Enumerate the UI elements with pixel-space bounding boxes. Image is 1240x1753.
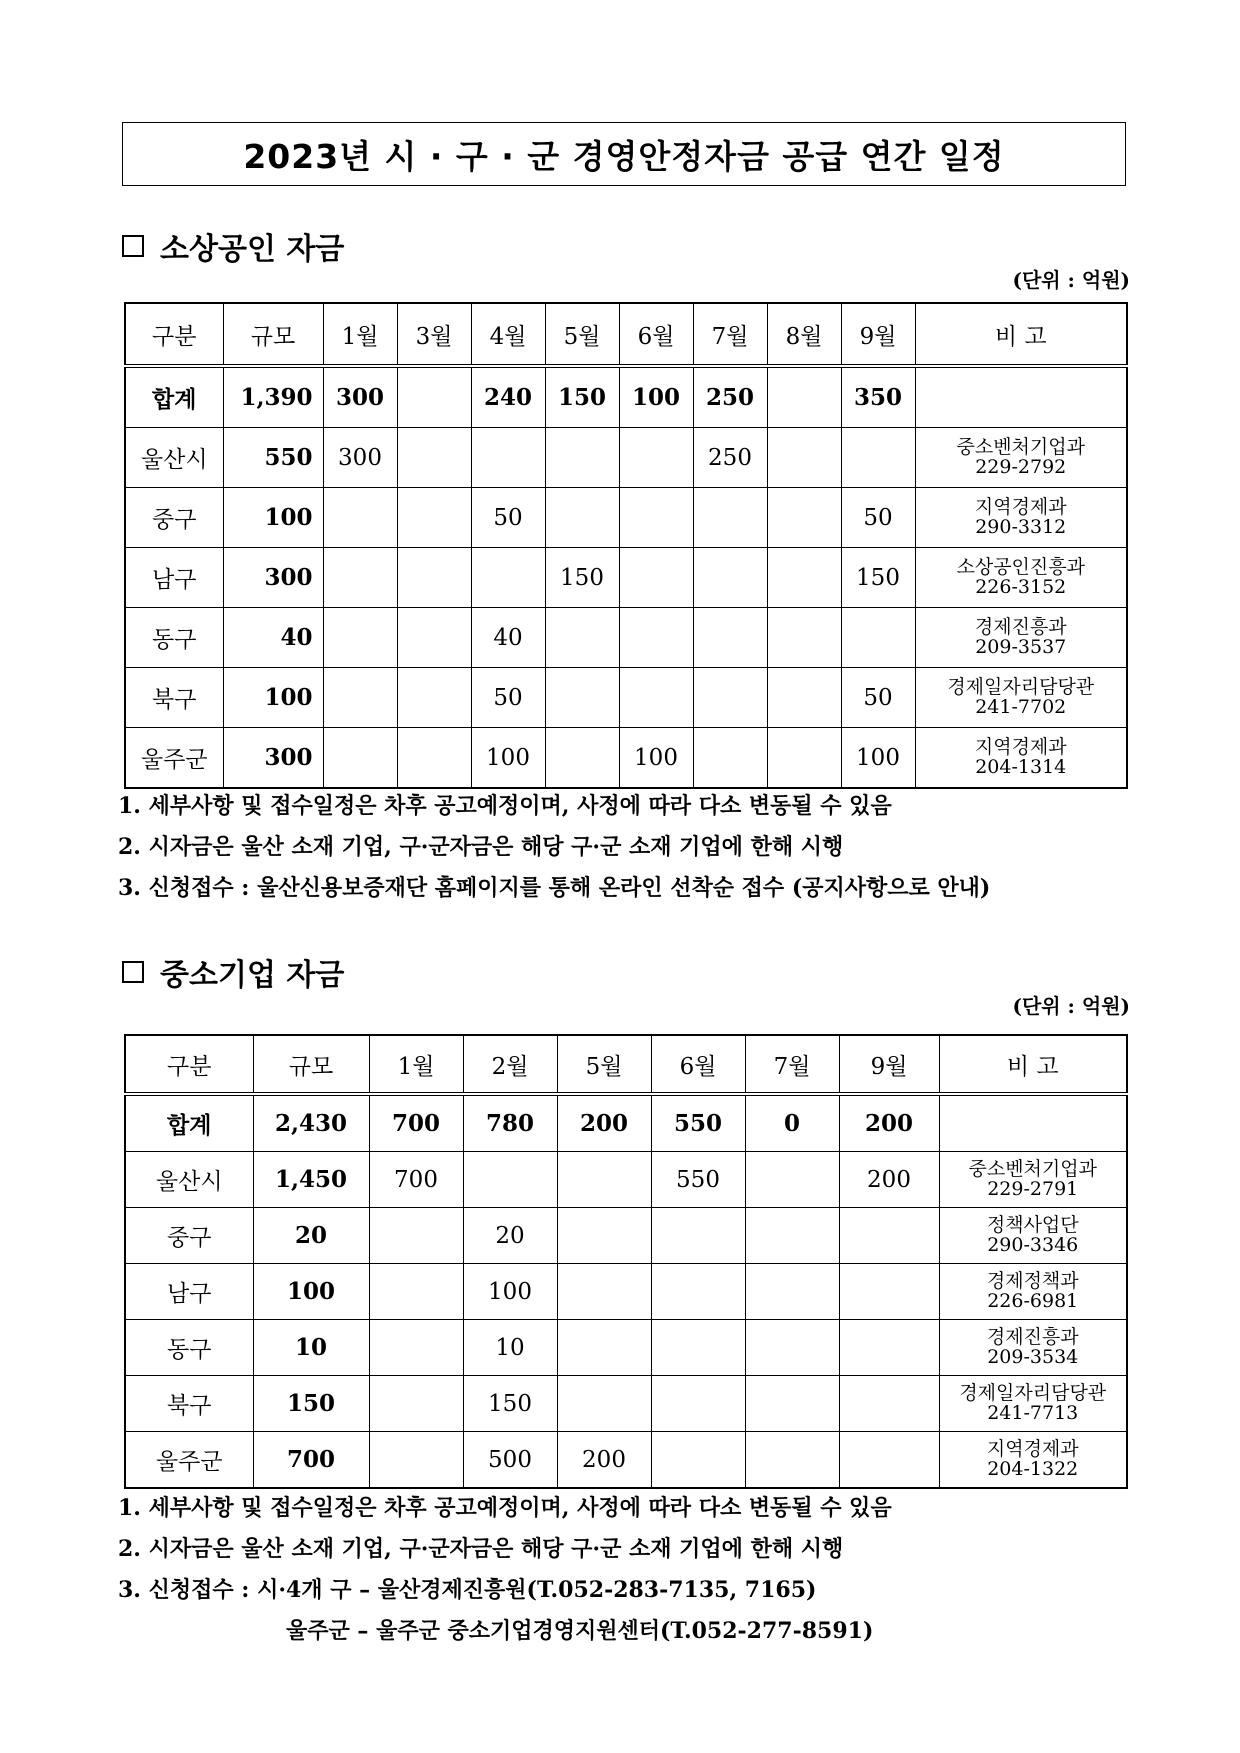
- row-label: 북구: [125, 668, 223, 728]
- table-row: [125, 488, 1127, 548]
- table-cell: 1,390: [223, 366, 323, 428]
- column-header: 5월: [557, 1035, 651, 1094]
- table-cell: [397, 728, 471, 789]
- table-cell: 300: [223, 548, 323, 608]
- remark-cell: 경제진흥과 209-3537: [915, 608, 1127, 668]
- table-cell: 200: [557, 1432, 651, 1489]
- table-cell: [545, 428, 619, 488]
- table-cell: 350: [841, 366, 915, 428]
- row-label: 동구: [125, 1320, 253, 1376]
- table-header-row: [125, 303, 1127, 366]
- table-cell: [767, 608, 841, 668]
- note-line: 1. 세부사항 및 접수일정은 차후 공고예정이며, 사정에 따라 다소 변동될 수 있음: [118, 1495, 892, 1521]
- table-cell: 550: [223, 428, 323, 488]
- table-cell: 2,430: [253, 1094, 369, 1152]
- table-cell: [323, 548, 397, 608]
- note-line: 2. 시자금은 울산 소재 기업, 구·군자금은 해당 구·군 소재 기업에 한해 시행: [118, 1536, 844, 1562]
- table-row: [125, 1320, 1127, 1376]
- table-cell: [619, 428, 693, 488]
- remark-cell: 경제진흥과 209-3534: [939, 1320, 1127, 1376]
- remark-cell: 소상공인진흥과 226-3152: [915, 548, 1127, 608]
- note-line: 3. 신청접수 : 시·4개 구 – 울산경제진흥원(T.052-283-7135, 7165): [118, 1577, 817, 1603]
- column-header: 1월: [369, 1035, 463, 1094]
- row-label: 합계: [125, 366, 223, 428]
- table-row: [125, 548, 1127, 608]
- table-cell: [651, 1432, 745, 1489]
- table-cell: [745, 1152, 839, 1208]
- note-line: 울주군 – 울주군 중소기업경영지원센터(T.052-277-8591): [286, 1618, 874, 1644]
- table-cell: 250: [693, 366, 767, 428]
- table-cell: 50: [471, 668, 545, 728]
- table-cell: 150: [545, 548, 619, 608]
- column-header: 2월: [463, 1035, 557, 1094]
- table-cell: 10: [253, 1320, 369, 1376]
- column-header: 구분: [125, 303, 223, 366]
- table-cell: [369, 1376, 463, 1432]
- row-label: 북구: [125, 1376, 253, 1432]
- column-header: 비 고: [915, 303, 1127, 366]
- table-cell: [545, 728, 619, 789]
- table-cell: 700: [369, 1152, 463, 1208]
- table-cell: 150: [463, 1376, 557, 1432]
- section-heading-small-business: [122, 224, 344, 268]
- notes-small-business: [118, 786, 990, 909]
- section-heading-sme: [122, 950, 344, 994]
- table-cell: [651, 1264, 745, 1320]
- remark-cell: 지역경제과 290-3312: [915, 488, 1127, 548]
- row-label: 울산시: [125, 1152, 253, 1208]
- table-cell: [463, 1152, 557, 1208]
- unit-label: (단위 : 억원): [1012, 994, 1130, 1018]
- table-cell: 780: [463, 1094, 557, 1152]
- table-cell: [841, 608, 915, 668]
- column-header: 5월: [545, 303, 619, 366]
- row-label: 동구: [125, 608, 223, 668]
- table-cell: [323, 728, 397, 789]
- table-cell: 300: [223, 728, 323, 789]
- row-label: 울주군: [125, 1432, 253, 1489]
- remark-cell: 경제정책과 226-6981: [939, 1264, 1127, 1320]
- table-cell: 100: [619, 366, 693, 428]
- table-cell: [557, 1208, 651, 1264]
- table-cell: 20: [463, 1208, 557, 1264]
- table-cell: [557, 1376, 651, 1432]
- unit-label: (단위 : 억원): [1012, 268, 1130, 292]
- page-title: 2023년 시 · 구 · 군 경영안정자금 공급 연간 일정: [122, 122, 1126, 186]
- remark-cell: 경제일자리담당관 241-7713: [939, 1376, 1127, 1432]
- note-line: 1. 세부사항 및 접수일정은 차후 공고예정이며, 사정에 따라 다소 변동될 수 있음: [118, 793, 892, 819]
- table-cell: 1,450: [253, 1152, 369, 1208]
- table-cell: 50: [841, 488, 915, 548]
- table-cell: [557, 1264, 651, 1320]
- note-line: 3. 신청접수 : 울산신용보증재단 홈페이지를 통해 온라인 선착순 접수 (공지사항으로 안내): [118, 875, 991, 901]
- table-cell: [745, 1376, 839, 1432]
- table-cell: 250: [693, 428, 767, 488]
- remark-cell: [939, 1094, 1127, 1152]
- checkbox-icon: [122, 235, 144, 257]
- remark-cell: 중소벤처기업과 229-2791: [939, 1152, 1127, 1208]
- table-row: [125, 1376, 1127, 1432]
- table-cell: 300: [323, 428, 397, 488]
- table-cell: 700: [253, 1432, 369, 1489]
- table-cell: [619, 668, 693, 728]
- column-header: 규모: [253, 1035, 369, 1094]
- table-cell: [693, 608, 767, 668]
- total-row: [125, 1094, 1127, 1152]
- table-cell: 100: [223, 668, 323, 728]
- table-cell: [545, 668, 619, 728]
- remark-cell: [915, 366, 1127, 428]
- column-header: 7월: [745, 1035, 839, 1094]
- table-cell: [651, 1320, 745, 1376]
- remark-cell: 지역경제과 204-1322: [939, 1432, 1127, 1489]
- table-cell: 100: [619, 728, 693, 789]
- sme-fund-table: [124, 1034, 1128, 1489]
- table-cell: 100: [841, 728, 915, 789]
- checkbox-icon: [122, 961, 144, 983]
- table-row: [125, 608, 1127, 668]
- remark-cell: 중소벤처기업과 229-2792: [915, 428, 1127, 488]
- table-cell: 50: [471, 488, 545, 548]
- table-cell: [745, 1320, 839, 1376]
- note-line: 2. 시자금은 울산 소재 기업, 구·군자금은 해당 구·군 소재 기업에 한해 시행: [118, 834, 844, 860]
- table-cell: 100: [471, 728, 545, 789]
- table-row: [125, 728, 1127, 789]
- table-cell: 10: [463, 1320, 557, 1376]
- table-cell: 500: [463, 1432, 557, 1489]
- table-cell: 150: [545, 366, 619, 428]
- column-header: 1월: [323, 303, 397, 366]
- table-cell: [841, 428, 915, 488]
- table-cell: [767, 488, 841, 548]
- column-header: 구분: [125, 1035, 253, 1094]
- table-cell: 200: [557, 1094, 651, 1152]
- table-cell: [397, 668, 471, 728]
- table-cell: 200: [839, 1152, 939, 1208]
- table-row: [125, 668, 1127, 728]
- table-cell: 150: [841, 548, 915, 608]
- table-header-row: [125, 1035, 1127, 1094]
- table-cell: [839, 1264, 939, 1320]
- table-cell: [397, 488, 471, 548]
- section-heading-label: 중소기업 자금: [160, 958, 345, 993]
- table-cell: [839, 1320, 939, 1376]
- column-header: 3월: [397, 303, 471, 366]
- table-cell: [557, 1152, 651, 1208]
- table-cell: [619, 548, 693, 608]
- table-cell: [767, 366, 841, 428]
- table-row: [125, 1432, 1127, 1489]
- section-heading-label: 소상공인 자금: [160, 232, 345, 267]
- table-cell: [545, 608, 619, 668]
- table-cell: [839, 1208, 939, 1264]
- table-cell: 200: [839, 1094, 939, 1152]
- notes-sme: [118, 1488, 892, 1652]
- table-cell: 100: [253, 1264, 369, 1320]
- table-cell: [839, 1376, 939, 1432]
- table-cell: [471, 428, 545, 488]
- table-cell: [767, 428, 841, 488]
- remark-cell: 지역경제과 204-1314: [915, 728, 1127, 789]
- row-label: 중구: [125, 1208, 253, 1264]
- table-cell: [619, 608, 693, 668]
- table-cell: 100: [463, 1264, 557, 1320]
- table-cell: [369, 1432, 463, 1489]
- remark-cell: 정책사업단 290-3346: [939, 1208, 1127, 1264]
- column-header: 비 고: [939, 1035, 1127, 1094]
- table-row: [125, 1208, 1127, 1264]
- table-cell: [839, 1432, 939, 1489]
- column-header: 7월: [693, 303, 767, 366]
- table-cell: [745, 1432, 839, 1489]
- column-header: 8월: [767, 303, 841, 366]
- small-business-fund-table: [124, 302, 1128, 789]
- table-cell: [323, 608, 397, 668]
- column-header: 6월: [619, 303, 693, 366]
- table-row: [125, 1152, 1127, 1208]
- table-cell: [323, 488, 397, 548]
- row-label: 울산시: [125, 428, 223, 488]
- table-cell: [323, 668, 397, 728]
- table-cell: [397, 608, 471, 668]
- table-cell: [767, 548, 841, 608]
- table-cell: [369, 1208, 463, 1264]
- table-cell: [693, 668, 767, 728]
- column-header: 9월: [839, 1035, 939, 1094]
- table-cell: [397, 366, 471, 428]
- row-label: 울주군: [125, 728, 223, 789]
- table-cell: [397, 428, 471, 488]
- table-cell: [397, 548, 471, 608]
- table-cell: [745, 1264, 839, 1320]
- column-header: 6월: [651, 1035, 745, 1094]
- column-header: 9월: [841, 303, 915, 366]
- table-cell: 40: [223, 608, 323, 668]
- table-cell: 100: [223, 488, 323, 548]
- table-cell: [693, 548, 767, 608]
- table-cell: 300: [323, 366, 397, 428]
- table-cell: 240: [471, 366, 545, 428]
- table-cell: [651, 1208, 745, 1264]
- remark-cell: 경제일자리담당관 241-7702: [915, 668, 1127, 728]
- row-label: 남구: [125, 1264, 253, 1320]
- total-row: [125, 366, 1127, 428]
- table-cell: [369, 1320, 463, 1376]
- table-cell: [745, 1208, 839, 1264]
- table-cell: [369, 1264, 463, 1320]
- table-cell: 0: [745, 1094, 839, 1152]
- table-cell: 50: [841, 668, 915, 728]
- table-cell: 550: [651, 1152, 745, 1208]
- column-header: 규모: [223, 303, 323, 366]
- table-cell: [767, 668, 841, 728]
- table-cell: 550: [651, 1094, 745, 1152]
- table-row: [125, 428, 1127, 488]
- column-header: 4월: [471, 303, 545, 366]
- table-cell: 20: [253, 1208, 369, 1264]
- table-cell: [471, 548, 545, 608]
- table-cell: [767, 728, 841, 789]
- row-label: 남구: [125, 548, 223, 608]
- table-cell: [557, 1320, 651, 1376]
- row-label: 중구: [125, 488, 223, 548]
- table-cell: [693, 728, 767, 789]
- table-cell: [651, 1376, 745, 1432]
- table-cell: 40: [471, 608, 545, 668]
- table-cell: 700: [369, 1094, 463, 1152]
- table-cell: [619, 488, 693, 548]
- row-label: 합계: [125, 1094, 253, 1152]
- table-cell: [693, 488, 767, 548]
- table-cell: 150: [253, 1376, 369, 1432]
- table-row: [125, 1264, 1127, 1320]
- table-cell: [545, 488, 619, 548]
